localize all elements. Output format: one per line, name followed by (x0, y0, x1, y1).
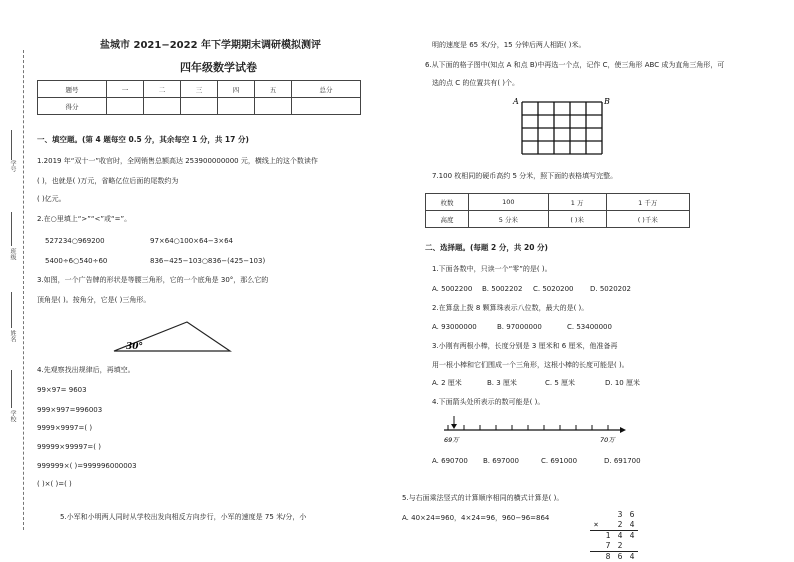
calc-digit: 4 (629, 520, 635, 529)
choice-1-option[interactable]: D. 5020202 (590, 285, 632, 293)
calc-digit (602, 510, 614, 520)
choice-3-option[interactable]: C. 5 厘米 (545, 379, 576, 387)
score-cell[interactable] (217, 98, 254, 115)
choice-1-option[interactable]: A. 5002200 (432, 285, 473, 293)
choice-4-option[interactable]: C. 691000 (541, 457, 578, 465)
calc-digit (590, 531, 602, 541)
question-2-prompt: 2.在○里填上“>”“<”或“=”。 (37, 215, 132, 223)
choice-4-option[interactable]: A. 690700 (432, 457, 468, 465)
choice-2-option[interactable]: C. 53400000 (567, 323, 612, 331)
number-line-figure (440, 412, 630, 446)
side-blank-school (11, 370, 12, 408)
choice-2-prompt: 2.在算盘上拨 8 颗算珠表示八位数，最大的是( )。 (432, 304, 589, 312)
score-header-cell: 五 (254, 81, 291, 98)
coin-table-cell[interactable]: ( )千米 (606, 211, 689, 228)
score-cell[interactable] (181, 98, 218, 115)
score-row-label: 得分 (38, 98, 107, 115)
margin-rule (23, 50, 25, 530)
choice-1-option[interactable]: B. 5002202 (482, 285, 523, 293)
score-cell[interactable] (254, 98, 291, 115)
calc-digit: 2 (617, 541, 623, 550)
coin-table-cell: 100 (469, 194, 549, 211)
question-5-line-2: 明的速度是 65 米/分，15 分钟后两人相距( )米。 (432, 41, 586, 49)
score-header-cell: 题号 (38, 81, 107, 98)
side-blank-id (11, 130, 12, 160)
pattern-line-5: 999999×( )=999996000003 (37, 462, 137, 470)
calc-digit: 6 (629, 510, 635, 519)
calc-digit: × (593, 520, 599, 529)
choice-2-option[interactable]: A. 93000000 (432, 323, 477, 331)
question-5-line-1: 5.小军和小明两人同时从学校出发向相反方向步行，小军的速度是 75 米/分，小 (60, 513, 307, 521)
coin-table-row (426, 211, 690, 228)
pattern-line-2: 999×997=996003 (37, 406, 103, 414)
question-6-line-2: 选的点 C 的位置共有( )个。 (432, 79, 520, 87)
choice-4-option[interactable]: D. 691700 (604, 457, 641, 465)
question-1-line-3: ( )亿元。 (37, 195, 66, 203)
question-2-item: 5400÷6○540÷60 (45, 257, 108, 265)
side-label-school: 学校 (9, 410, 16, 422)
dot-grid-figure (512, 95, 612, 159)
side-label-class: 班级 (9, 248, 16, 260)
choice-3-option[interactable]: B. 3 厘米 (487, 379, 517, 387)
choice-4-option[interactable]: B. 697000 (483, 457, 519, 465)
calc-digit: 3 (617, 510, 623, 519)
choice-1-option[interactable]: C. 5020200 (533, 285, 574, 293)
question-2-item: 97×64○100×64−3×64 (150, 237, 234, 245)
side-label-name: 姓名 (9, 330, 16, 342)
score-table-header-row (38, 81, 361, 98)
question-1-line-2: ( )，也就是( )万元，省略亿位后面的尾数约为 (37, 177, 179, 185)
choice-5-option[interactable]: A. 40×24=960，4×24=96，960−96=864 (402, 514, 550, 522)
coin-table-cell[interactable]: ( )米 (548, 211, 606, 228)
calc-digit: 4 (629, 552, 635, 561)
calc-row (590, 510, 638, 520)
coin-table-cell: 5 分米 (469, 211, 549, 228)
number-line-left-label: 69万 (444, 436, 459, 444)
score-header-cell: 四 (217, 81, 254, 98)
vertical-multiplication (590, 510, 638, 562)
section-fill-blank-heading: 一、填空题。(第 4 题每空 0.5 分，其余每空 1 分，共 17 分) (37, 135, 249, 144)
question-7-prompt: 7.100 枚相同的硬币高约 5 分米，照下面的表格填写完整。 (432, 172, 618, 180)
calc-digit (602, 520, 614, 530)
question-3-line-2: 顶角是( )。按角分，它是( )三角形。 (37, 296, 151, 304)
choice-3-line-2: 用一根小棒和它们围成一个三角形，这根小棒的长度可能是( )。 (432, 361, 629, 369)
score-header-cell: 总分 (291, 81, 360, 98)
pattern-line-1: 99×97= 9603 (37, 386, 87, 394)
section-choice-heading: 二、选择题。(每题 2 分，共 20 分) (425, 243, 548, 252)
score-cell[interactable] (144, 98, 181, 115)
calc-digit: 2 (617, 520, 623, 529)
question-3-line-1: 3.如图，一个广告牌的形状是等腰三角形，它的一个底角是 30°，那么它的 (37, 276, 269, 284)
coin-table-row (426, 194, 690, 211)
calc-digit: 4 (617, 531, 623, 540)
side-blank-class (11, 212, 12, 246)
calc-row (590, 520, 638, 531)
question-1-line-1: 1.2019 年“双十一”收官时，全网销售总额高达 253900000000 元，横线上的这个数读作 (37, 157, 318, 165)
calc-digit: 4 (629, 531, 635, 540)
score-table (37, 80, 361, 115)
calc-digit (590, 541, 602, 551)
choice-1-prompt: 1.下面各数中，只读一个“零”的是( )。 (432, 265, 552, 273)
pointer-arrowhead (451, 424, 457, 429)
coin-table-cell: 1 万 (548, 194, 606, 211)
question-2-item: 836−425−103○836−(425−103) (150, 257, 266, 265)
score-header-cell: 一 (107, 81, 144, 98)
score-table-score-row (38, 98, 361, 115)
coin-table-cell: 高度 (426, 211, 469, 228)
pattern-line-6: ( )×( )=( ) (37, 480, 72, 488)
exam-subtitle: 四年级数学试卷 (180, 61, 257, 74)
pattern-line-4: 99999×99997=( ) (37, 443, 101, 451)
question-2-item: 527234○969200 (45, 237, 105, 245)
side-label-id: 学号 (9, 160, 16, 172)
calc-row (590, 531, 638, 541)
pattern-line-3: 9999×9997=( ) (37, 424, 93, 432)
question-6-line-1: 6.从下面的格子图中(知点 A 和点 B)中再选一个点，记作 C，使三角形 ABC 成为直角三角形，可 (425, 61, 725, 69)
grid-lines (522, 102, 602, 154)
point-a-label: A (513, 97, 519, 106)
choice-3-option[interactable]: A. 2 厘米 (432, 379, 462, 387)
calc-digit (626, 541, 638, 551)
number-line-arrowhead (620, 427, 626, 433)
calc-digit: 7 (605, 541, 611, 550)
calc-row (590, 541, 638, 552)
side-blank-name (11, 292, 12, 328)
number-line-right-label: 70万 (600, 436, 615, 444)
score-header-cell: 二 (144, 81, 181, 98)
calc-digit: 1 (605, 531, 611, 540)
choice-3-line-1: 3.小刚有两根小棒，长度分别是 3 厘米和 6 厘米，他准备再 (432, 342, 618, 350)
calc-digit: 6 (617, 552, 623, 561)
score-cell[interactable] (107, 98, 144, 115)
choice-5-prompt: 5.与右面乘法竖式的计算顺序相同的横式计算是( )。 (402, 494, 564, 502)
point-b-label: B (604, 97, 610, 106)
question-4-prompt: 4.先观察找出规律后，再填空。 (37, 366, 135, 374)
exam-title: 盐城市 2021−2022 年下学期期末调研模拟测评 (100, 40, 322, 51)
choice-4-prompt: 4.下面箭头处所表示的数可能是( )。 (432, 398, 545, 406)
number-line-ticks (448, 425, 608, 430)
calc-digit (590, 510, 602, 520)
coin-table-cell: 1 千万 (606, 194, 689, 211)
coin-table-cell: 枚数 (426, 194, 469, 211)
choice-3-option[interactable]: D. 10 厘米 (605, 379, 640, 387)
billboard-triangle-figure (110, 318, 235, 354)
coin-table (425, 193, 690, 228)
calc-digit: 8 (605, 552, 611, 561)
angle-label: 30° (126, 342, 144, 352)
score-header-cell: 三 (181, 81, 218, 98)
choice-2-option[interactable]: B. 97000000 (497, 323, 542, 331)
score-cell[interactable] (291, 98, 360, 115)
